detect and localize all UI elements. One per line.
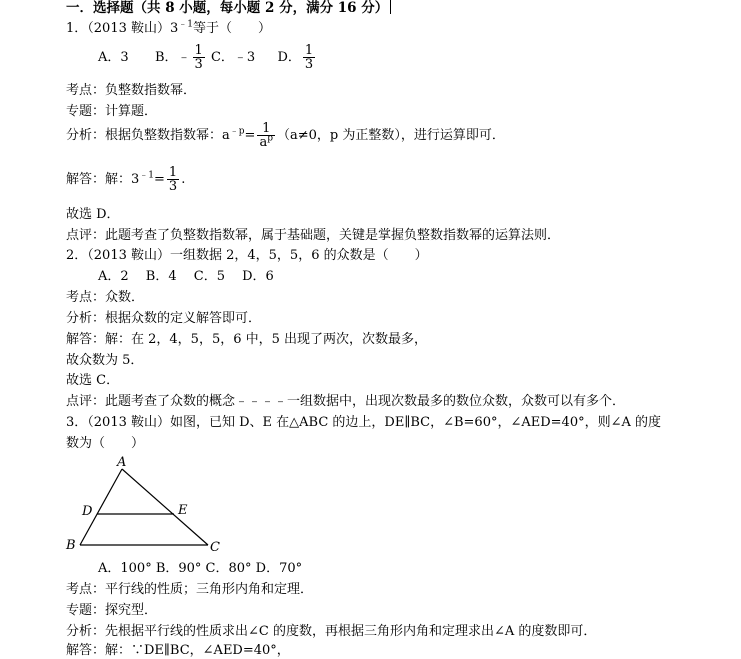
- q1-option-b-fraction: [193, 44, 205, 71]
- q1-kaodian: 考点：负整数指数幂．: [66, 83, 197, 98]
- q2-guxuan: 故选 C．: [66, 373, 120, 388]
- q2-dianping: 点评：此题考查了众数的概念﹣﹣﹣﹣一组数据中，出现次数最多的数位众数，众数可以有多个．: [66, 394, 626, 409]
- q1-stem-prefix: 1．（2013 鞍山）3: [66, 21, 179, 36]
- q1-zhuanti: 专题：计算题．: [66, 104, 158, 119]
- q1-stem-exponent: ﹣1: [178, 19, 193, 30]
- text-cursor: [390, 0, 391, 14]
- q1-fenxi-numerator: 1: [257, 122, 275, 136]
- q1-jieda-denominator: 3: [168, 179, 178, 194]
- q1-jieda-prefix: 解答：解：3: [66, 172, 140, 187]
- q2-jieda-line2: 故众数为 5．: [66, 353, 144, 368]
- q2-kaodian: 考点：众数．: [66, 290, 145, 305]
- q1-fenxi-prefix: 分析：根据负整数指数幂：a: [66, 128, 230, 143]
- q3-options: A．100° B．90° C．80° D．70°: [98, 561, 303, 576]
- q1-fenxi-den-exponent: p: [267, 133, 273, 144]
- q1-option-d-numerator: 1: [304, 43, 314, 58]
- q3-stem-line2: 数为（ ）: [66, 436, 145, 451]
- q1-option-d-fraction: [303, 44, 315, 71]
- q1-fenxi-denominator: [257, 133, 275, 150]
- q1-fenxi: [66, 122, 505, 149]
- q1-option-d-denominator: 3: [304, 57, 314, 72]
- q1-jieda-numerator: 1: [168, 165, 178, 180]
- q1-fenxi-suffix: （a≠0，p 为正整数），进行运算即可．: [276, 128, 505, 143]
- q3-kaodian: 考点：平行线的性质；三角形内角和定理．: [66, 582, 314, 597]
- q3-stem-line1: 3．（2013 鞍山）如图，已知 D、E 在△ABC 的边上，DE∥BC，∠B=60°，∠AED=40°，则∠A 的度: [66, 415, 662, 430]
- q1-jieda-exponent: ﹣1: [139, 170, 155, 181]
- label-c: C: [210, 540, 220, 555]
- q3-triangle-figure: [60, 452, 240, 558]
- label-d: D: [82, 504, 93, 519]
- label-a: A: [117, 455, 127, 470]
- q1-option-b-label: B．﹣: [154, 50, 191, 65]
- label-b: B: [66, 538, 76, 553]
- q1-option-b-numerator: 1: [194, 43, 203, 58]
- q3-zhuanti: 专题：探究型．: [66, 603, 158, 618]
- q1-jieda-equals: =: [154, 172, 165, 187]
- q1-options: [98, 44, 317, 71]
- q1-fenxi-exponent: ﹣p: [229, 126, 245, 137]
- q1-option-b-denominator: 3: [194, 57, 203, 72]
- q1-fenxi-fraction: [257, 122, 275, 149]
- q2-jieda-line1: 解答：解：在 2，4，5，5，6 中，5 出现了两次，次数最多，: [66, 332, 428, 347]
- q1-option-a: A．3: [98, 50, 129, 65]
- q2-fenxi: 分析：根据众数的定义解答即可．: [66, 311, 262, 326]
- section-heading: [66, 0, 391, 16]
- q2-stem: 2．（2013 鞍山）一组数据 2，4，5，5，6 的众数是（ ）: [66, 248, 428, 263]
- q1-stem-suffix: 等于（ ）: [193, 21, 272, 36]
- section-heading-text: 一．选择题（共 8 小题，每小题 2 分，满分 16 分）: [66, 0, 389, 16]
- q1-jieda-end: .: [181, 172, 186, 187]
- q2-options: A．2 B．4 C．5 D．6: [98, 269, 274, 284]
- q1-option-c: C．﹣3: [210, 50, 256, 65]
- q1-jieda: [66, 166, 185, 193]
- q3-jieda: 解答：解：∵DE∥BC，∠AED=40°，: [66, 643, 290, 658]
- q1-dianping: 点评：此题考查了负整数指数幂，属于基础题，关键是掌握负整数指数幂的运算法则．: [66, 228, 561, 243]
- q1-option-d-label: D．: [277, 50, 301, 65]
- label-e: E: [178, 503, 188, 518]
- q1-fenxi-den-base: a: [259, 135, 268, 150]
- q1-stem: [66, 21, 271, 37]
- q1-fenxi-equals: =: [244, 128, 256, 143]
- side-ac: [122, 469, 208, 545]
- q1-guxuan: 故选 D．: [66, 207, 120, 222]
- q3-fenxi: 分析：先根据平行线的性质求出∠C 的度数，再根据三角形内角和定理求出∠A 的度数即可．: [66, 624, 597, 639]
- q1-jieda-fraction: [167, 166, 179, 193]
